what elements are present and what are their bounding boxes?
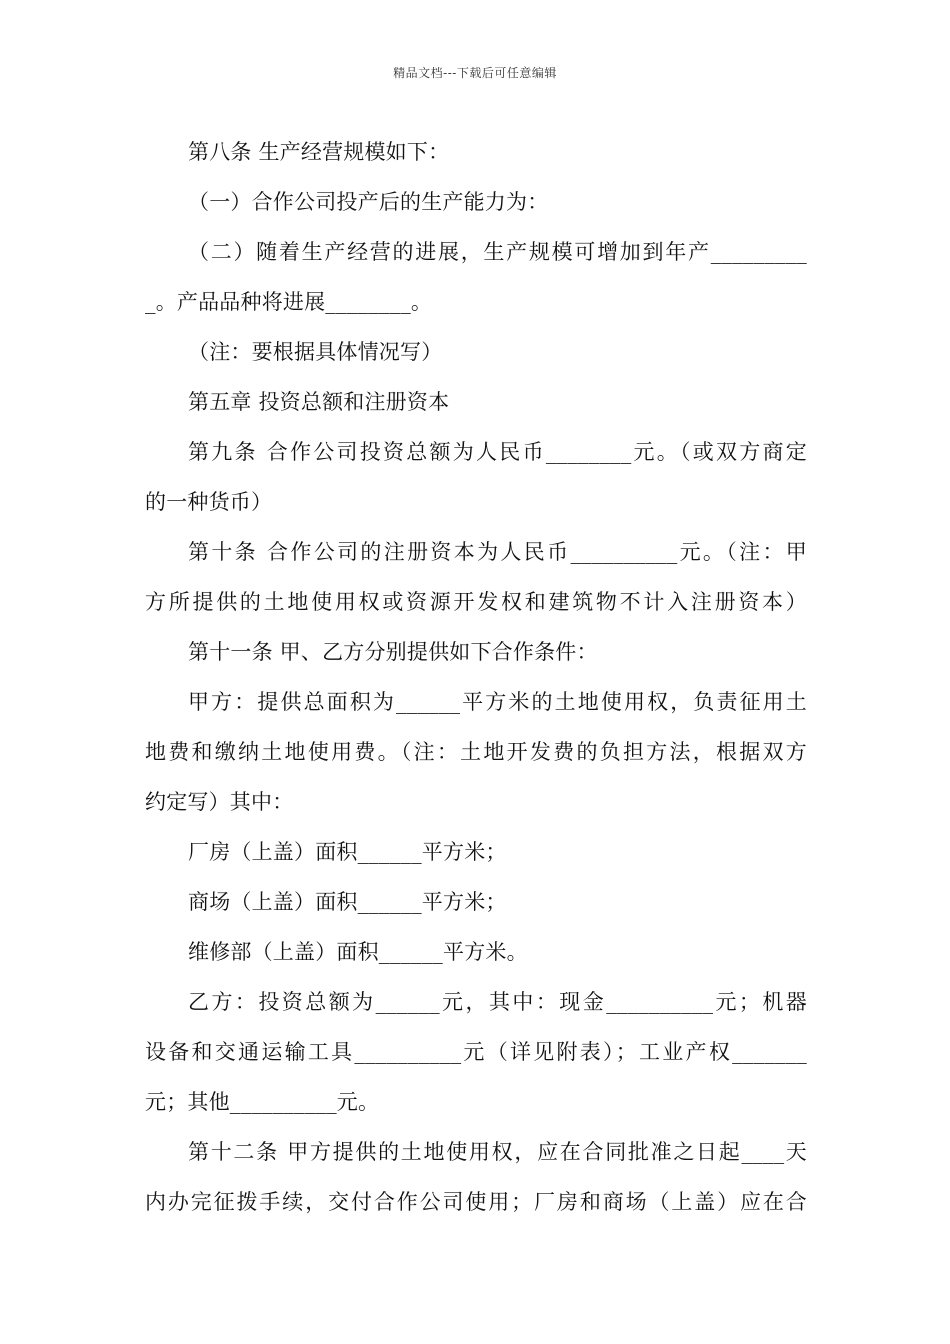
party-a-line-3: 约定写）其中： bbox=[145, 790, 294, 814]
mall-area-line: 商场（上盖）面积______平方米； bbox=[188, 890, 507, 914]
article-8-note: （注：要根据具体情况写） bbox=[188, 340, 443, 364]
party-a-line-2: 地费和缴纳土地使用费。（注：土地开发费的负担方法，根据双方 bbox=[145, 740, 807, 764]
repair-area-line: 维修部（上盖）面积______平方米。 bbox=[188, 940, 528, 964]
document-body bbox=[145, 130, 807, 1230]
party-b-line-3: 元；其他__________元。 bbox=[145, 1090, 380, 1114]
article-8-item-1: （一）合作公司投产后的生产能力为： bbox=[188, 190, 549, 214]
article-10-line-2: 方所提供的土地使用权或资源开发权和建筑物不计入注册资本） bbox=[145, 590, 807, 614]
article-8-item-2-line-1: （二）随着生产经营的进展，生产规模可增加到年产_________ bbox=[188, 240, 807, 264]
party-b-line-2: 设备和交通运输工具__________元（详见附表）；工业产权_______ bbox=[145, 1040, 807, 1064]
article-10-line-1: 第十条 合作公司的注册资本为人民币__________元。（注：甲 bbox=[188, 540, 807, 564]
article-9-line-2: 的一种货币） bbox=[145, 490, 273, 514]
page-header: 精品文档---下载后可任意编辑 bbox=[393, 66, 557, 80]
article-12-line-1: 第十二条 甲方提供的土地使用权，应在合同批准之日起____天 bbox=[188, 1140, 807, 1164]
chapter-5-heading: 第五章 投资总额和注册资本 bbox=[188, 390, 450, 414]
factory-area-line: 厂房（上盖）面积______平方米； bbox=[188, 840, 507, 864]
party-b-line-1: 乙方：投资总额为______元，其中：现金__________元；机器 bbox=[188, 990, 807, 1014]
party-a-line-1: 甲方：提供总面积为______平方米的土地使用权，负责征用土 bbox=[188, 690, 807, 714]
article-8-item-2-line-2: _。产品品种将进展________。 bbox=[145, 290, 433, 314]
article-11-heading: 第十一条 甲、乙方分别提供如下合作条件： bbox=[188, 640, 598, 664]
article-12-line-2: 内办完征拨手续，交付合作公司使用；厂房和商场（上盖）应在合 bbox=[145, 1190, 807, 1214]
article-9-line-1: 第九条 合作公司投资总额为人民币________元。（或双方商定 bbox=[188, 440, 807, 464]
article-8-heading: 第八条 生产经营规模如下： bbox=[188, 140, 450, 164]
